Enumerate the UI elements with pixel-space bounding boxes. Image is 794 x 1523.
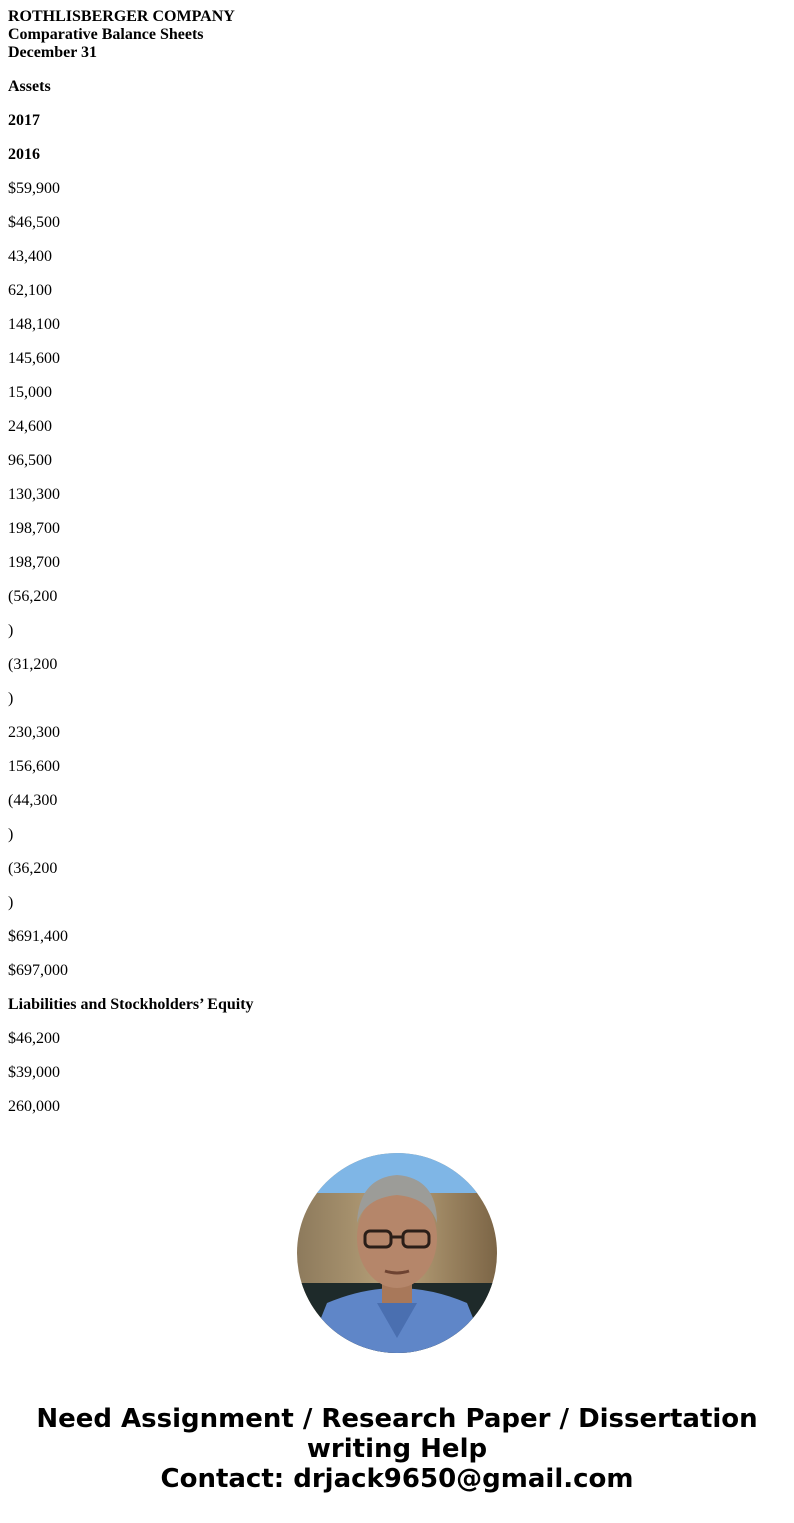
liability-value: $39,000 bbox=[8, 1064, 60, 1081]
asset-value: 96,500 bbox=[8, 452, 52, 469]
asset-value: 156,600 bbox=[8, 758, 60, 775]
liability-value: 260,000 bbox=[8, 1098, 60, 1115]
year-current: 2017 bbox=[8, 112, 40, 129]
asset-value: 130,300 bbox=[8, 486, 60, 503]
asset-value: 148,100 bbox=[8, 316, 60, 333]
asset-value: $46,500 bbox=[8, 214, 60, 231]
asset-value: 198,700 bbox=[8, 520, 60, 537]
promo-banner bbox=[0, 1404, 794, 1494]
liabilities-heading: Liabilities and Stockholders’ Equity bbox=[8, 996, 254, 1013]
document-header bbox=[8, 8, 778, 62]
balance-sheet-document bbox=[8, 8, 778, 1116]
statement-title: Comparative Balance Sheets bbox=[8, 26, 204, 43]
asset-value: (36,200 bbox=[8, 860, 58, 877]
asset-value: (44,300 bbox=[8, 792, 58, 809]
asset-value: 145,600 bbox=[8, 350, 60, 367]
asset-value: 24,600 bbox=[8, 418, 52, 435]
author-avatar bbox=[297, 1153, 497, 1353]
asset-value: $697,000 bbox=[8, 962, 68, 979]
author-portrait-image bbox=[297, 1153, 497, 1353]
asset-value: (31,200 bbox=[8, 656, 58, 673]
asset-value: (56,200 bbox=[8, 588, 58, 605]
asset-value: ) bbox=[8, 894, 14, 911]
promo-line-1: Need Assignment / Research Paper / Dissertation bbox=[36, 1404, 758, 1434]
liability-value: $46,200 bbox=[8, 1030, 60, 1047]
asset-value: $691,400 bbox=[8, 928, 68, 945]
promo-contact: Contact: drjack9650@gmail.com bbox=[160, 1464, 634, 1494]
year-prior: 2016 bbox=[8, 146, 40, 163]
asset-value: 230,300 bbox=[8, 724, 60, 741]
asset-value: 15,000 bbox=[8, 384, 52, 401]
statement-date: December 31 bbox=[8, 44, 97, 61]
asset-value: $59,900 bbox=[8, 180, 60, 197]
asset-value: 43,400 bbox=[8, 248, 52, 265]
company-name: ROTHLISBERGER COMPANY bbox=[8, 8, 235, 25]
asset-value: ) bbox=[8, 622, 14, 639]
asset-value: ) bbox=[8, 690, 14, 707]
assets-heading: Assets bbox=[8, 78, 51, 95]
asset-value: 62,100 bbox=[8, 282, 52, 299]
asset-value: 198,700 bbox=[8, 554, 60, 571]
promo-line-2: writing Help bbox=[306, 1434, 488, 1464]
asset-value: ) bbox=[8, 826, 14, 843]
